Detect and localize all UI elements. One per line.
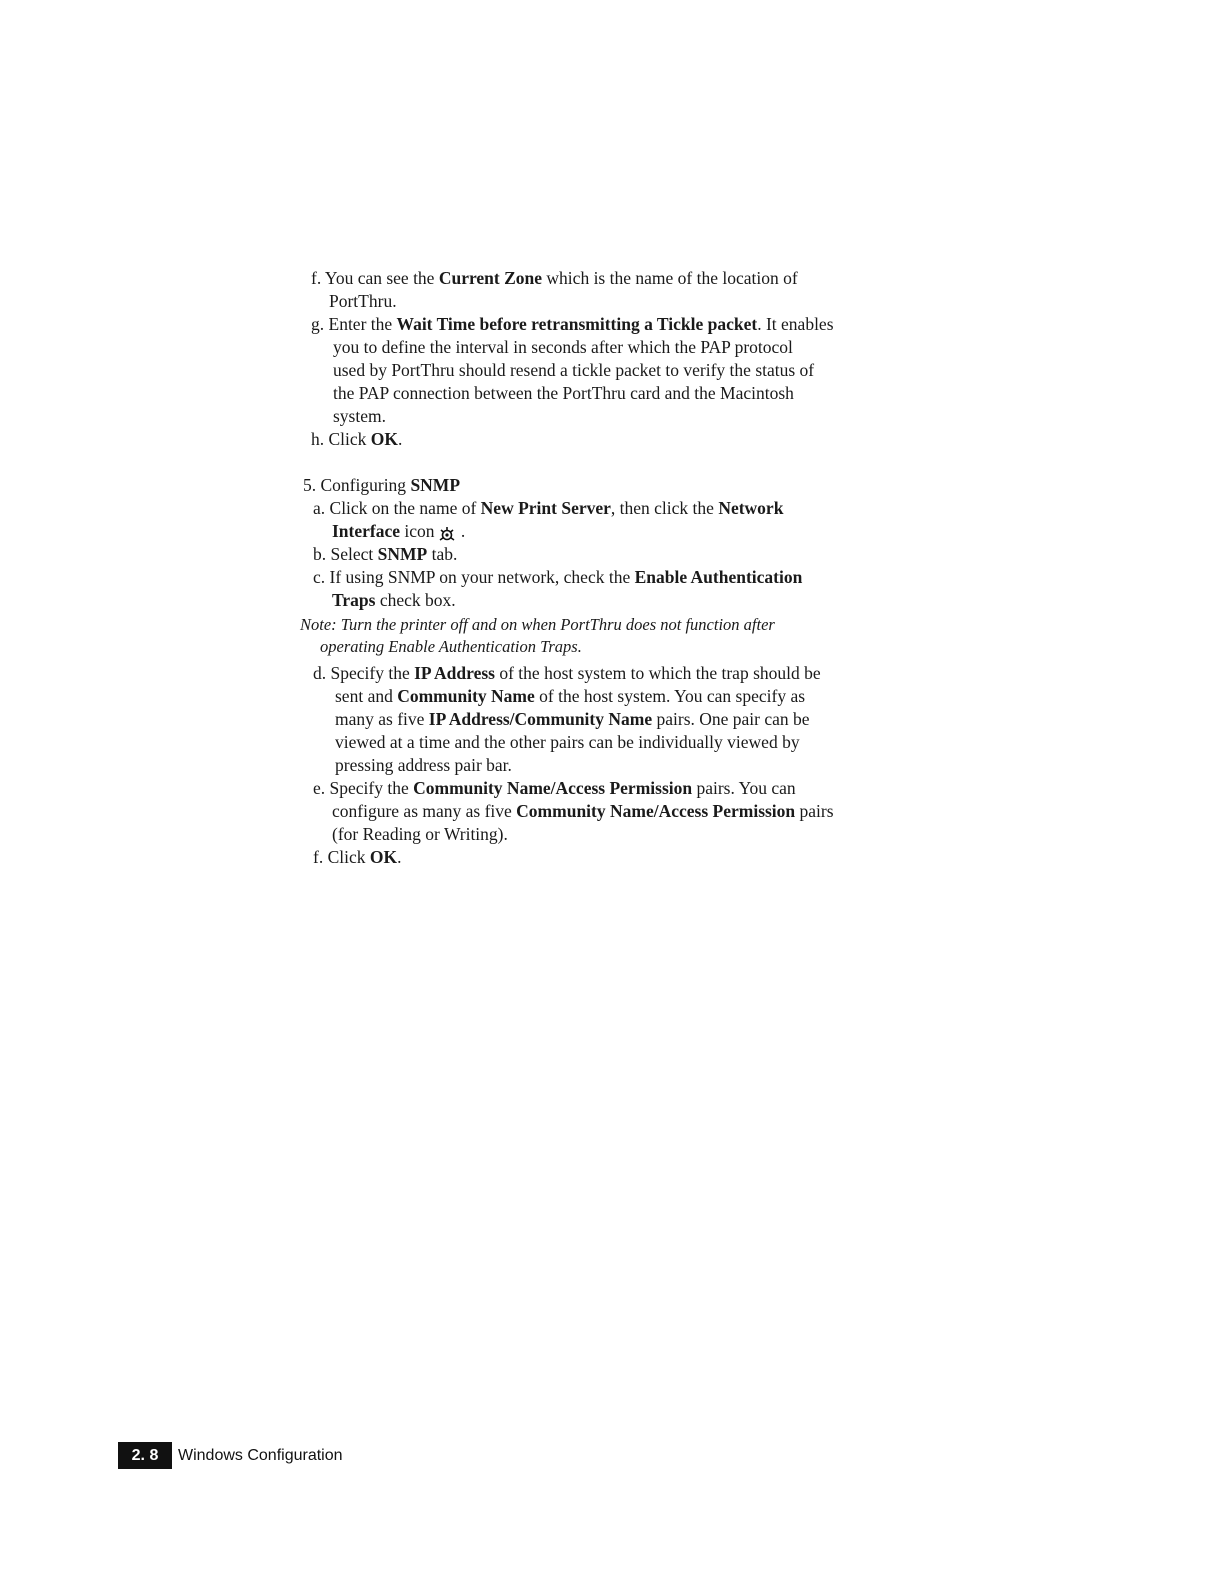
step-5f-click-ok: f. Click OK.	[313, 847, 402, 867]
page-number-badge: 2. 8	[118, 1442, 172, 1469]
step-5e-line2: configure as many as five Community Name/Access Permission pairs	[332, 801, 834, 821]
item-g-wait-time-line1: g. Enter the Wait Time before retransmitting a Tickle packet. It enables	[311, 314, 834, 334]
step-5d-line1: d. Specify the IP Address of the host system to which the trap should be	[313, 663, 821, 683]
item-f-current-zone-line2: PortThru.	[329, 291, 397, 311]
item-g-wait-time-line2: you to define the interval in seconds after which the PAP protocol	[333, 337, 793, 357]
item-g-wait-time-line4: the PAP connection between the PortThru card and the Macintosh	[333, 383, 794, 403]
note-line1: Note: Turn the printer off and on when PortThru does not function after	[300, 615, 775, 634]
item-g-wait-time-line3: used by PortThru should resend a tickle packet to verify the status of	[333, 360, 815, 380]
step-5a-line2: Interface icon .	[332, 521, 466, 541]
step-5a-line1: a. Click on the name of New Print Server, then click the Network	[313, 498, 784, 518]
page-footer	[118, 1442, 343, 1469]
step-5d-line4: viewed at a time and the other pairs can be individually viewed by	[335, 732, 800, 752]
item-g-wait-time-line5: system.	[333, 406, 386, 426]
note-block	[300, 614, 943, 658]
step-5e-line3: (for Reading or Writing).	[332, 824, 508, 844]
step-5b-select-snmp-tab: b. Select SNMP tab.	[313, 544, 458, 564]
page-body	[300, 267, 943, 869]
step-5c-line1: c. If using SNMP on your network, check the Enable Authentication	[313, 567, 803, 587]
step-5d-line3: many as five IP Address/Community Name pairs. One pair can be	[335, 709, 810, 729]
step-5d-line5: pressing address pair bar.	[335, 755, 512, 775]
item-f-current-zone-line1: f. You can see the Current Zone which is the name of the location of	[311, 268, 798, 288]
chapter-title: Windows Configuration	[178, 1446, 343, 1464]
step-5c-line2: Traps check box.	[332, 590, 456, 610]
step-5e-line1: e. Specify the Community Name/Access Permission pairs. You can	[313, 778, 796, 798]
step-5d-line2: sent and Community Name of the host system. You can specify as	[335, 686, 806, 706]
step-5-heading: 5. Configuring SNMP	[303, 475, 461, 495]
item-h-click-ok: h. Click OK.	[311, 429, 403, 449]
network-interface-icon	[437, 525, 457, 541]
note-line2: operating Enable Authentication Traps.	[320, 637, 582, 656]
